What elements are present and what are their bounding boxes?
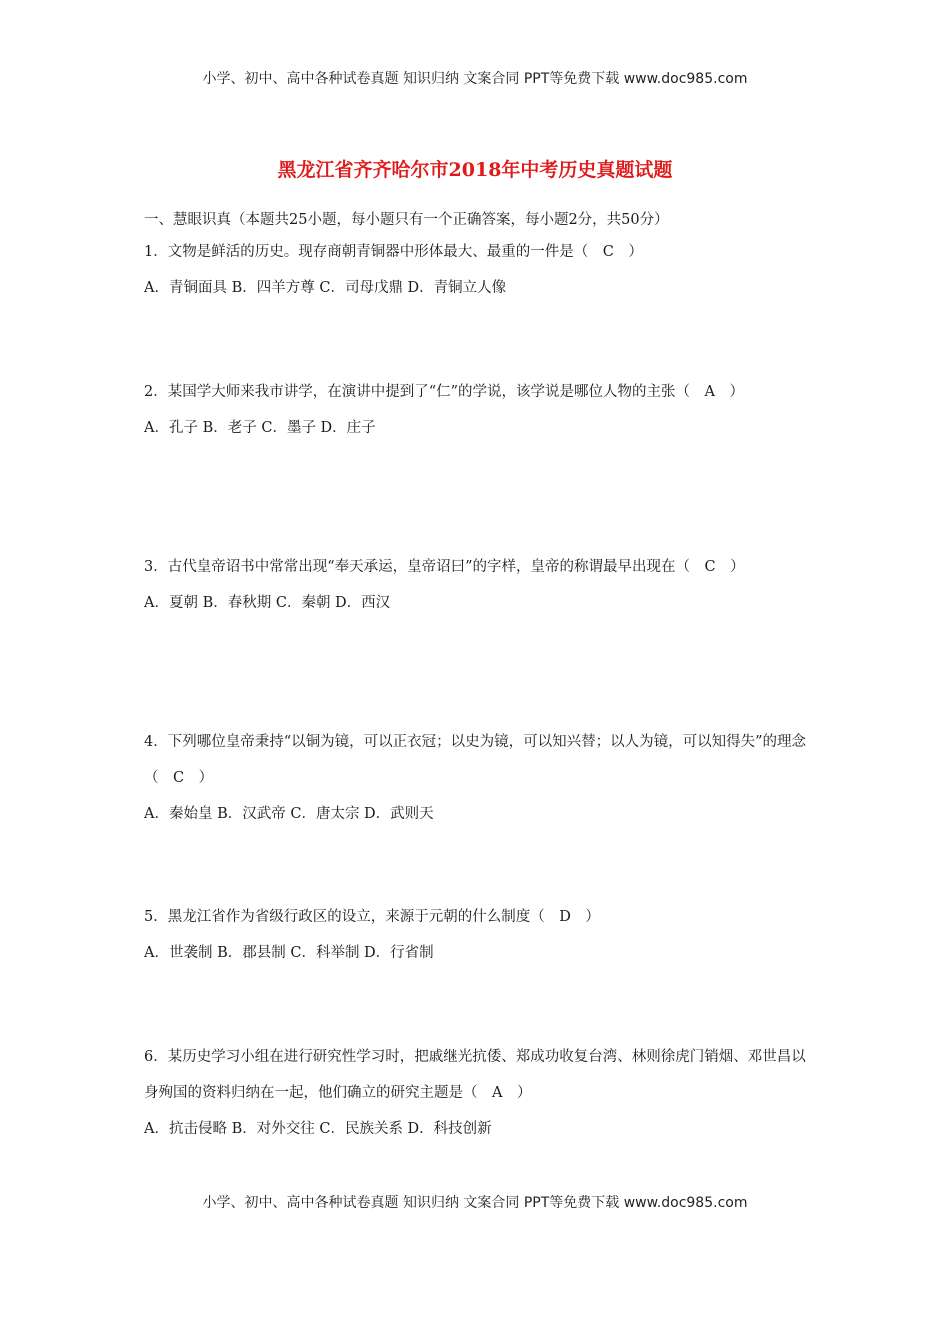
question-2 bbox=[144, 374, 814, 446]
question-3 bbox=[144, 549, 814, 621]
page-footer: 小学、初中、高中各种试卷真题 知识归纳 文案合同 PPT等免费下载 www.doc985.com bbox=[202, 1195, 748, 1211]
page-header: 小学、初中、高中各种试卷真题 知识归纳 文案合同 PPT等免费下载 www.doc985.com bbox=[202, 71, 748, 87]
question-stem: 3．古代皇帝诏书中常常出现“奉天承运，皇帝诏曰”的字样，皇帝的称谓最早出现在（ C ） bbox=[144, 559, 745, 575]
question-stem: 5．黑龙江省作为省级行政区的设立，来源于元朝的什么制度（ D ） bbox=[144, 909, 600, 925]
question-options: A．夏朝 B．春秋期 C．秦朝 D．西汉 bbox=[144, 595, 391, 611]
question-stem: 1．文物是鲜活的历史。现存商朝青铜器中形体最大、最重的一件是（ C ） bbox=[144, 244, 643, 260]
question-stem: 2．某国学大师来我市讲学，在演讲中提到了“仁”的学说，该学说是哪位人物的主张（ A ） bbox=[144, 384, 745, 400]
question-1 bbox=[144, 234, 814, 306]
question-6 bbox=[144, 1039, 814, 1147]
question-options: A．抗击侵略 B．对外交往 C．民族关系 D．科技创新 bbox=[144, 1121, 492, 1137]
question-4 bbox=[144, 724, 814, 832]
question-options: A．青铜面具 B．四羊方尊 C．司母戊鼎 D．青铜立人像 bbox=[144, 280, 507, 296]
question-options: A．秦始皇 B．汉武帝 C．唐太宗 D．武则天 bbox=[144, 806, 434, 822]
question-options: A．孔子 B．老子 C．墨子 D．庄子 bbox=[144, 420, 376, 436]
section-heading: 一、慧眼识真（本题共25小题，每小题只有一个正确答案，每小题2分，共50分） bbox=[144, 212, 669, 228]
question-options: A．世袭制 B．郡县制 C．科举制 D．行省制 bbox=[144, 945, 434, 961]
question-5 bbox=[144, 899, 814, 971]
question-stem: 4．下列哪位皇帝秉持“以铜为镜，可以正衣冠；以史为镜，可以知兴替；以人为镜，可以知得失”的理念（ C ） bbox=[144, 734, 807, 786]
page-title: 黑龙江省齐齐哈尔市2018年中考历史真题试题 bbox=[277, 159, 673, 181]
question-stem: 6．某历史学习小组在进行研究性学习时，把戚继光抗倭、郑成功收复台湾、林则徐虎门销烟、邓世昌以身殉国的资料归纳在一起，他们确立的研究主题是（ A ） bbox=[144, 1049, 806, 1101]
